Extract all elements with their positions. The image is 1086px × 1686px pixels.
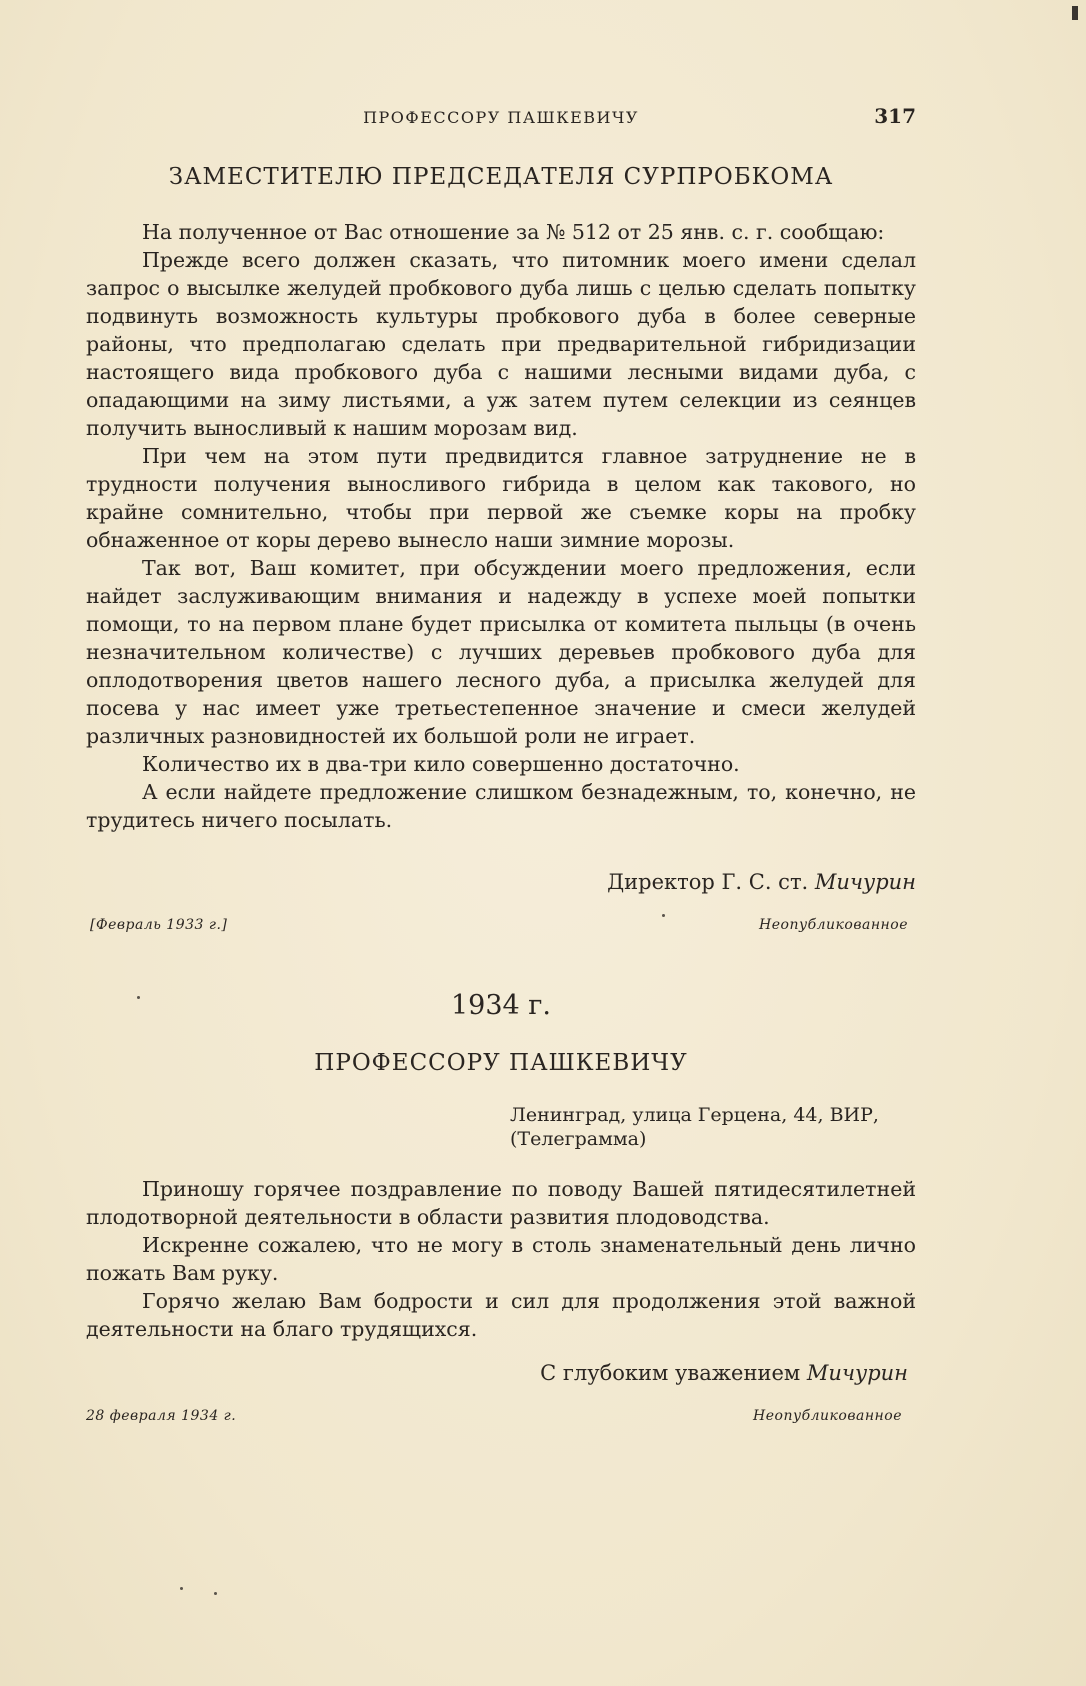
page-edge-mark — [1072, 6, 1078, 20]
letter1-signature-name: Мичурин — [814, 870, 916, 894]
letter2-body — [86, 1175, 916, 1343]
year-heading: 1934 г. — [450, 990, 552, 1021]
letter2-status-note: Неопубликованное — [753, 1408, 902, 1424]
letter1-paragraph: На полученное от Вас отношение за № 512 от 25 янв. с. г. сообщаю: — [142, 220, 885, 244]
letter1-paragraph: Прежде всего должен сказать, что питомник моего имени сделал запрос о высылке желудей пробкового дуба лишь с целью сделать попытку подвинуть возможность культуры пробкового дуба в более северные районы, что предполагаю сделать при предварительной гибридизации настоящего вида пробкового дуба с нашими лесными видами дуба, с опадающими на зиму листьями, а уж затем путем селекции из сеянцев получить выносливый к нашим морозам вид. — [86, 248, 916, 440]
letter1-signature — [607, 870, 916, 894]
letter2-date-note: 28 февраля 1934 г. — [86, 1408, 237, 1424]
letter2-address — [510, 1103, 879, 1151]
page-number: 317 — [874, 104, 916, 128]
letter2-heading: ПРОФЕССОРУ ПАШКЕВИЧУ — [314, 1050, 688, 1076]
letter1-paragraph: Так вот, Ваш комитет, при обсуждении моего предложения, если найдет заслуживающим внимания и надежду в успехе моей попытки помощи, то на первом плане будет присылка от комитета пыльцы (в очень незначительном количестве) с лучших деревьев пробкового дуба для оплодотворения цветов нашего лесного дуба, а присылка желудей для посева у нас имеет уже третьестепенное значение и смеси желудей различных разновидностей их большой роли не играет. — [86, 556, 916, 748]
letter2-signature-title: С глубоким уважением — [540, 1361, 801, 1385]
letter1-heading: ЗАМЕСТИТЕЛЮ ПРЕДСЕДАТЕЛЯ СУРПРОБКОМА — [168, 164, 834, 190]
letter1-paragraph: А если найдете предложение слишком безнадежным, то, конечно, не трудитесь ничего посылать. — [86, 780, 916, 832]
letter1-paragraph: Количество их в два-три кило совершенно достаточно. — [142, 752, 740, 776]
letter1-signature-title: Директор Г. С. ст. — [607, 870, 809, 894]
letter1-paragraph: При чем на этом пути предвидится главное затруднение не в трудности получения выносливого гибрида в целом как такового, но крайне сомнительно, чтобы при первой же съемке коры на пробку обнаженное от коры дерево вынесло наши зимние морозы. — [86, 444, 916, 552]
letter2-address-line: Ленинград, улица Герцена, 44, ВИР, — [510, 1104, 879, 1126]
letter1-body — [86, 218, 916, 834]
letter2-paragraph: Горячо желаю Вам бодрости и сил для продолжения этой важной деятельности на благо трудящихся. — [86, 1289, 916, 1341]
print-speck — [662, 914, 665, 917]
print-speck — [180, 1587, 183, 1590]
letter1-date-note: [Февраль 1933 г.] — [90, 917, 228, 933]
letter2-paragraph: Искренне сожалею, что не могу в столь знаменательный день лично пожать Вам руку. — [86, 1233, 916, 1285]
print-speck — [214, 1592, 217, 1595]
letter2-paragraph: Приношу горячее поздравление по поводу Вашей пятидесятилетней плодотворной деятельности в области развития плодоводства. — [86, 1177, 916, 1229]
running-head-title: ПРОФЕССОРУ ПАШКЕВИЧУ — [363, 108, 639, 127]
letter1-status-note: Неопубликованное — [759, 917, 908, 933]
letter2-signature-name: Мичурин — [806, 1361, 908, 1385]
running-head — [86, 104, 916, 132]
letter2-signature — [540, 1361, 908, 1385]
print-speck — [137, 996, 140, 999]
letter2-telegram-label: (Телеграмма) — [510, 1128, 647, 1150]
